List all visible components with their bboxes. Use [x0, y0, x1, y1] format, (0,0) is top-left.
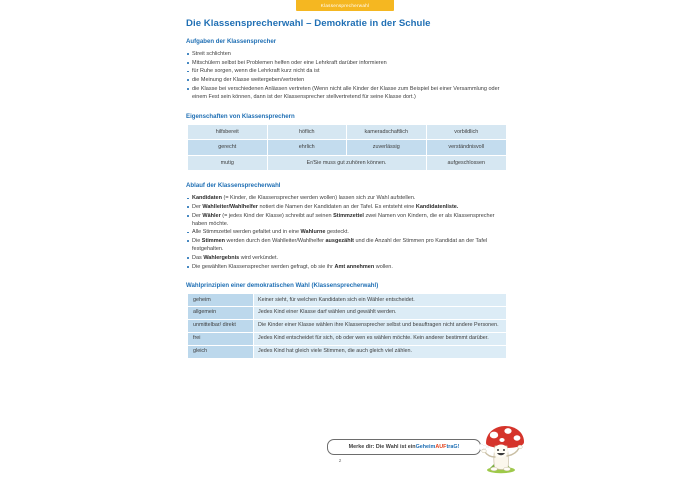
body-text: notiert die Namen der Kandidaten an der Tafel. Es entsteht eine: [257, 204, 416, 210]
properties-table: [188, 125, 506, 172]
table-cell: Er/Sie muss gut zuhören können.: [268, 156, 427, 172]
principle-term: geheim: [188, 294, 254, 307]
table-cell: gerecht: [188, 140, 268, 156]
body-text: und die Anzahl der Stimmen pro Kandidat an der Tafel festgehalten.: [192, 238, 488, 253]
body-text: Der: [192, 204, 203, 210]
body-text: werden durch den Wahlleiter/Wahlhelfer: [225, 238, 326, 245]
page-number: 2: [338, 458, 342, 463]
body-text: (= Kinder, die Klassensprecher werden wollen) lassen sich zur Wahl aufstellen.: [221, 195, 416, 202]
chapter-tab-row: [0, 0, 680, 12]
chapter-tab: Klassensprecherwahl: [296, 0, 394, 11]
body-text: Alle Stimmzettel werden gefaltet und in eine: [192, 229, 301, 236]
body-text: gesteckt.: [325, 229, 349, 236]
body-text: wollen.: [374, 263, 393, 270]
list-item: Streit schlichten: [186, 50, 508, 58]
principle-description: Jedes Kind einer Klasse darf wählen und gewählt werden.: [254, 307, 506, 320]
principle-term: gleich: [188, 346, 254, 359]
principle-description: Die Kinder einer Klasse wählen ihre Klassensprecher selbst und beauftragen nicht andere Personen.: [254, 320, 506, 333]
section-heading-wahlprinzipien: Wahlprinzipien einer demokratischen Wahl (Klassensprecherwahl): [186, 282, 379, 290]
emphasis-text: Wahlleiter/Wahlhelfer: [202, 204, 258, 210]
table-row: [188, 333, 506, 346]
emphasis-text: ausgezählt: [325, 238, 354, 245]
body-text: zwei Namen von Kindern, die er als Klassensprecher haben möchte.: [192, 212, 495, 227]
table-cell: zuverlässig: [347, 140, 427, 156]
table-cell: mutig: [188, 156, 268, 172]
table-cell: ehrlich: [268, 140, 348, 156]
emphasis-text: Wahlurne: [300, 229, 326, 236]
merke-dir-speech-bubble: [327, 439, 481, 455]
section-heading-ablauf: Ablauf der Klassensprecherwahl: [186, 182, 281, 190]
principle-description: Keiner sieht, für welchen Kandidaten sich ein Wähler entscheidet.: [254, 294, 506, 307]
aufgaben-bullet-list: [186, 50, 508, 101]
table-cell: aufgeschlossen: [427, 156, 507, 172]
emphasis-text: Kandidatenliste.: [415, 204, 459, 210]
table-cell: kameradschaftlich: [347, 125, 427, 141]
principle-term: unmittelbar/ direkt: [188, 320, 254, 333]
principle-description: Jedes Kind hat gleich viele Stimmen, die auch gleich viel zählen.: [254, 346, 506, 359]
body-text: Die gewählten Klassensprecher werden gefragt, ob sie ihr: [192, 263, 335, 270]
table-row: [188, 307, 506, 320]
body-text: Das: [192, 254, 204, 261]
table-cell: hilfsbereit: [188, 125, 268, 141]
section-heading-eigenschaften: Eigenschaften von Klassensprechern: [186, 112, 295, 120]
list-item: [186, 228, 508, 236]
table-row: [188, 125, 506, 141]
table-row: [188, 294, 506, 307]
table-cell: vorbildlich: [427, 125, 507, 141]
merke-dir-word-3: traG!: [446, 444, 460, 450]
table-row: [188, 346, 506, 359]
list-item: für Ruhe sorgen, wenn die Lehrkraft kurz nicht da ist: [186, 67, 508, 75]
table-row: [188, 140, 506, 156]
merke-dir-prefix: Merke dir: Die Wahl ist ein: [348, 444, 416, 450]
body-text: (= jedes Kind der Klasse) schreibt auf seinen: [220, 212, 334, 219]
principle-term: frei: [188, 333, 254, 346]
footer-zone: [0, 437, 680, 480]
content-column: [186, 18, 508, 359]
emphasis-text: Amt annehmen: [334, 263, 375, 270]
merke-dir-word-2: AUF: [435, 444, 447, 450]
emphasis-text: Wahlergebnis: [203, 254, 240, 261]
list-item: [186, 254, 508, 262]
table-row: [188, 320, 506, 333]
list-item: [186, 263, 508, 271]
table-row: [188, 156, 506, 172]
list-item: die Klasse bei verschiedenen Anlässen vertreten (Wenn nicht alle Kinder der Klasse zum Beispiel bei einer Versammlung oder einem Fest sein können, dann ist der Klassensprecher stellvertretend für seine Klasse dort.): [186, 85, 508, 101]
list-item: [186, 237, 508, 253]
body-text: Die: [192, 238, 202, 245]
principle-term: allgemein: [188, 307, 254, 320]
page-title: Die Klassensprecherwahl – Demokratie in der Schule: [186, 18, 431, 29]
list-item: [186, 212, 508, 228]
list-item: Mitschülern selbst bei Problemen helfen oder eine Lehrkraft darüber informieren: [186, 59, 508, 67]
merke-dir-word-1: Geheim: [415, 444, 436, 450]
emphasis-text: Stimmen: [201, 238, 226, 245]
list-item: [186, 194, 508, 202]
ablauf-bullet-list: [186, 194, 508, 270]
table-cell: höflich: [268, 125, 348, 141]
table-cell: verständnisvoll: [427, 140, 507, 156]
mushroom-mascot-icon: [481, 424, 537, 476]
body-text: wird verkündet.: [239, 254, 278, 261]
emphasis-text: Stimmzettel: [333, 212, 364, 219]
emphasis-text: Kandidaten: [192, 195, 222, 202]
list-item: die Meinung der Klasse weitergeben/vertreten: [186, 76, 508, 84]
section-heading-aufgaben: Aufgaben der Klassensprecher: [186, 38, 277, 45]
principle-description: Jedes Kind entscheidet für sich, ob oder wen es wählen möchte. Kein anderer bestimmt darüber.: [254, 333, 506, 346]
body-text: Der: [192, 212, 203, 219]
emphasis-text: Wähler: [202, 212, 221, 219]
principles-table: [188, 294, 506, 359]
list-item: [186, 203, 508, 211]
